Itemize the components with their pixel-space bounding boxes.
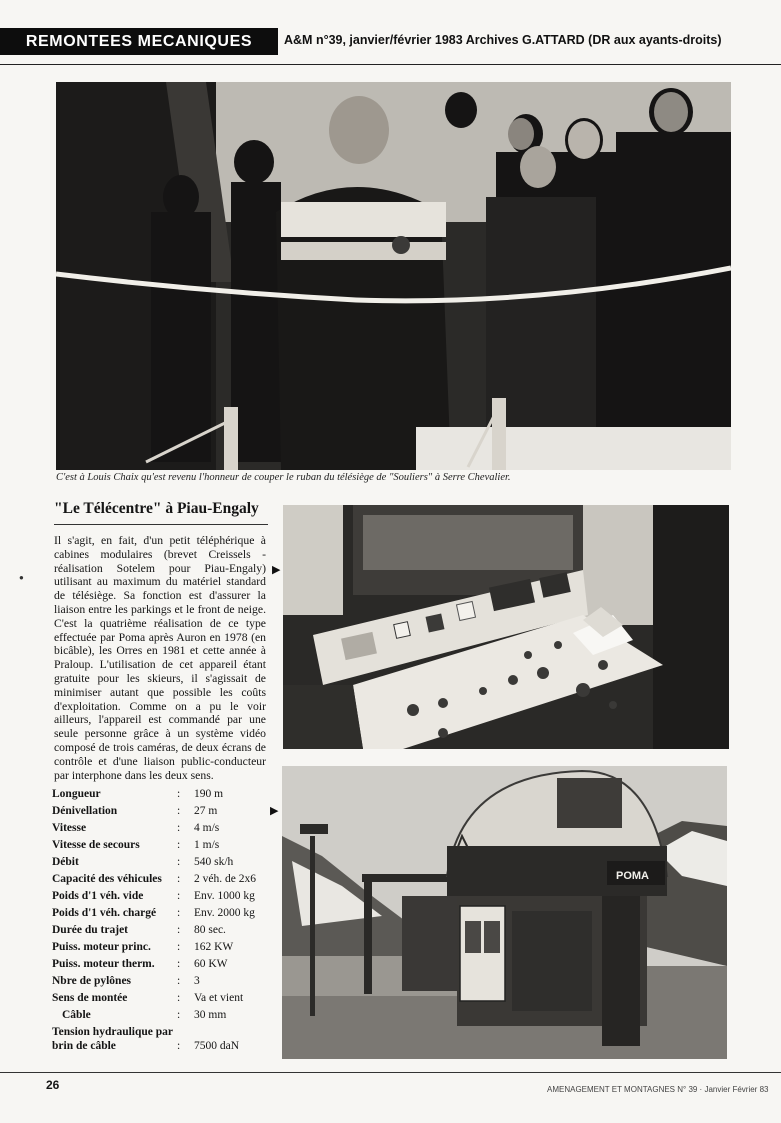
spec-row: Débit : 540 sk/h: [52, 856, 278, 870]
spec-row: Sens de montée : Va et vient: [52, 992, 278, 1006]
spec-value: 3: [194, 975, 200, 987]
spec-label: Sens de montée: [52, 992, 128, 1004]
control-console-photo: [283, 505, 729, 749]
spec-label: Tension hydraulique par brin de câble: [52, 1026, 173, 1052]
footer-journal-name: AMENAGEMENT ET MONTAGNES N° 39 · Janvier Février 83: [547, 1085, 769, 1094]
spec-label: Débit: [52, 856, 79, 868]
spec-label: Capacité des véhicules: [52, 873, 162, 885]
spec-label: Câble: [62, 1009, 91, 1021]
header-credit: A&M n°39, janvier/février 1983 Archives G.ATTARD (DR aux ayants-droits): [284, 33, 722, 47]
spec-value: 162 KW: [194, 941, 234, 953]
ceremony-photo-caption: C'est à Louis Chaix qu'est revenu l'honneur de couper le ruban du télésiège de "Souliers" à Serre Chevalier.: [56, 472, 511, 483]
spec-value: 30 mm: [194, 1009, 227, 1021]
poma-sign: POMA: [616, 870, 649, 882]
spec-label: Vitesse de secours: [52, 839, 140, 851]
spec-row: Puiss. moteur therm. : 60 KW: [52, 958, 278, 972]
spec-value: 27 m: [194, 805, 218, 817]
section-header-band: REMONTEES MECANIQUES: [0, 28, 278, 55]
title-underline: [54, 524, 268, 525]
footer-rule: [0, 1072, 781, 1073]
margin-dot-icon: ●: [19, 573, 24, 582]
spec-value: 4 m/s: [194, 822, 220, 834]
spec-label: Poids d'1 véh. vide: [52, 890, 144, 902]
spec-row: Puiss. moteur princ. : 162 KW: [52, 941, 278, 955]
spec-value: Env. 1000 kg: [194, 890, 255, 902]
spec-row: Poids d'1 véh. vide : Env. 1000 kg: [52, 890, 278, 904]
spec-value: Va et vient: [194, 992, 244, 1004]
spec-value: 190 m: [194, 788, 224, 800]
spec-row: Vitesse : 4 m/s: [52, 822, 278, 836]
spec-value: 2 véh. de 2x6: [194, 873, 256, 885]
spec-label: Nbre de pylônes: [52, 975, 132, 987]
spec-row: Durée du trajet : 80 sec.: [52, 924, 278, 938]
ribbon-cutting-photo: [56, 82, 731, 470]
telecentre-station-photo: [282, 766, 727, 1059]
spec-value: Env. 2000 kg: [194, 907, 255, 919]
article-body: Il s'agit, en fait, d'un petit téléphérique à cabines modulaires (brevet Creissels - réalisation Sotelem pour Piau-Engaly) utilisant au maximum du matériel standard de télésiège. Sa fonction est d'assurer la liaison entre les parkings et le front de neige. C'est la quatrième réalisation de ce type effectuée par Poma après Auron en 1978 (en bicâble), les Orres en 1981 et cette année à Praloup. L'utilisation de cet appareil étant gratuite pour les skieurs, il s'agissait de minimiser autant que possible les coûts d'exploitation. Comme on a pu le voir ailleurs, l'appareil est commandé par une seule personne grâce à un système vidéo composé de trois caméras, de deux écrans de contrôle et d'une liaison public-conducteur par interphone dans les deux sens.: [54, 534, 266, 782]
spec-row: Poids d'1 véh. chargé : Env. 2000 kg: [52, 907, 278, 921]
pointer-arrow-icon: ▶: [270, 805, 279, 817]
spec-value: 60 KW: [194, 958, 228, 970]
spec-label: Dénivellation: [52, 805, 118, 817]
spec-value: 1 m/s: [194, 839, 220, 851]
pointer-arrow-icon: ▶: [272, 564, 281, 576]
spec-table: [52, 788, 278, 1057]
spec-row: Dénivellation : 27 m: [52, 805, 278, 819]
spec-row: Vitesse de secours : 1 m/s: [52, 839, 278, 853]
spec-value: 80 sec.: [194, 924, 226, 936]
spec-value: 7500 daN: [194, 1039, 240, 1052]
spec-row: Câble : 30 mm: [52, 1009, 278, 1023]
spec-label: Vitesse: [52, 822, 87, 834]
spec-row: Longueur : 190 m: [52, 788, 278, 802]
spec-label: Puiss. moteur princ.: [52, 941, 151, 953]
spec-label: Puiss. moteur therm.: [52, 958, 155, 970]
spec-row: Capacité des véhicules : 2 véh. de 2x6: [52, 873, 278, 887]
spec-label: Durée du trajet: [52, 924, 129, 936]
header-rule: [0, 64, 781, 65]
spec-row: Tension hydraulique par brin de câble : 7500 daN: [52, 1026, 278, 1053]
spec-label: Poids d'1 véh. chargé: [52, 907, 157, 919]
article-title: "Le Télécentre" à Piau-Engaly: [54, 500, 259, 517]
page-number: 26: [46, 1078, 60, 1092]
spec-label: Longueur: [52, 788, 101, 800]
spec-value: 540 sk/h: [194, 856, 234, 868]
spec-row: Nbre de pylônes : 3: [52, 975, 278, 989]
